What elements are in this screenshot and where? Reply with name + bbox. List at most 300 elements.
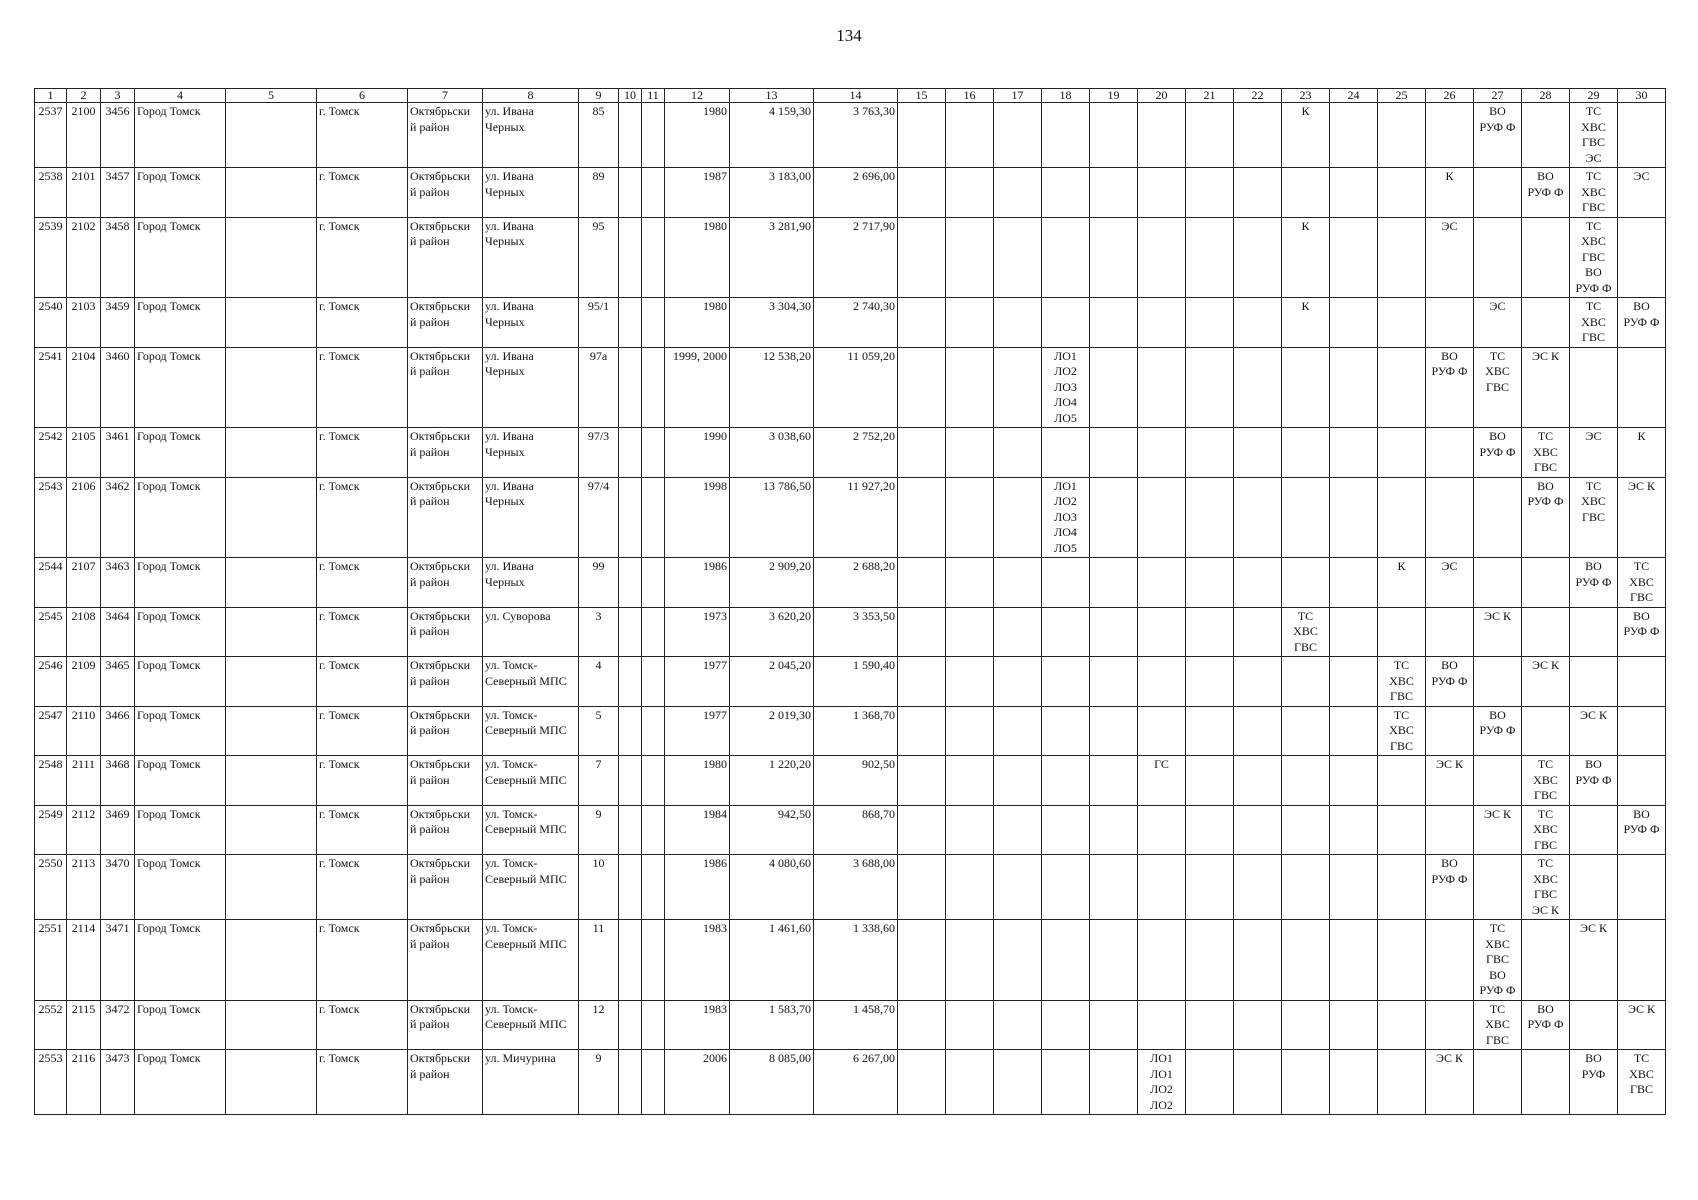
table-row xyxy=(35,168,1666,218)
cell-col-17 xyxy=(994,298,1042,348)
cell-col-30 xyxy=(1618,920,1666,1001)
cell-col-11 xyxy=(642,1000,665,1050)
cell-col-3: 3471 xyxy=(101,920,135,1001)
cell-col-24 xyxy=(1330,706,1378,756)
cell-col-19 xyxy=(1090,103,1138,168)
cell-col-30 xyxy=(1618,756,1666,806)
cell-col-26: К xyxy=(1426,168,1474,218)
cell-col-16 xyxy=(946,657,994,707)
cell-col-11 xyxy=(642,756,665,806)
cell-col-6: г. Томск xyxy=(317,217,408,298)
cell-col-19 xyxy=(1090,1050,1138,1115)
cell-col-30 xyxy=(1618,347,1666,428)
cell-col-9: 7 xyxy=(579,756,619,806)
cell-col-7: Октябрьски й район xyxy=(408,607,483,657)
cell-col-26 xyxy=(1426,920,1474,1001)
cell-col-26: ЭС xyxy=(1426,217,1474,298)
cell-col-12: 1998 xyxy=(665,477,730,558)
cell-col-7: Октябрьски й район xyxy=(408,855,483,920)
cell-col-28: ВО РУФ Ф xyxy=(1522,168,1570,218)
cell-col-15 xyxy=(898,558,946,608)
cell-col-22 xyxy=(1234,920,1282,1001)
cell-col-8: ул. Мичурина xyxy=(483,1050,579,1115)
cell-col-25: ТС ХВС ГВС xyxy=(1378,706,1426,756)
cell-col-1: 2549 xyxy=(35,805,67,855)
cell-col-16 xyxy=(946,298,994,348)
table-row xyxy=(35,1050,1666,1115)
cell-col-22 xyxy=(1234,1050,1282,1115)
cell-col-12: 1980 xyxy=(665,298,730,348)
cell-col-22 xyxy=(1234,706,1282,756)
cell-col-9: 12 xyxy=(579,1000,619,1050)
cell-col-15 xyxy=(898,217,946,298)
cell-col-30: К xyxy=(1618,428,1666,478)
cell-col-24 xyxy=(1330,298,1378,348)
column-header-16: 16 xyxy=(946,89,994,103)
cell-col-19 xyxy=(1090,1000,1138,1050)
cell-col-5 xyxy=(226,920,317,1001)
cell-col-19 xyxy=(1090,920,1138,1001)
cell-col-23 xyxy=(1282,920,1330,1001)
cell-col-21 xyxy=(1186,477,1234,558)
cell-col-21 xyxy=(1186,607,1234,657)
cell-col-3: 3465 xyxy=(101,657,135,707)
cell-col-27 xyxy=(1474,477,1522,558)
column-header-24: 24 xyxy=(1330,89,1378,103)
cell-col-5 xyxy=(226,477,317,558)
cell-col-11 xyxy=(642,920,665,1001)
cell-col-8: ул. Ивана Черных xyxy=(483,477,579,558)
cell-col-24 xyxy=(1330,103,1378,168)
cell-col-16 xyxy=(946,103,994,168)
cell-col-17 xyxy=(994,920,1042,1001)
cell-col-14: 3 353,50 xyxy=(814,607,898,657)
cell-col-17 xyxy=(994,347,1042,428)
cell-col-15 xyxy=(898,477,946,558)
cell-col-14: 11 059,20 xyxy=(814,347,898,428)
cell-col-20 xyxy=(1138,103,1186,168)
cell-col-9: 89 xyxy=(579,168,619,218)
cell-col-6: г. Томск xyxy=(317,706,408,756)
cell-col-11 xyxy=(642,706,665,756)
table-row xyxy=(35,558,1666,608)
cell-col-10 xyxy=(619,756,642,806)
cell-col-8: ул. Ивана Черных xyxy=(483,168,579,218)
cell-col-19 xyxy=(1090,558,1138,608)
cell-col-9: 97а xyxy=(579,347,619,428)
cell-col-24 xyxy=(1330,347,1378,428)
cell-col-13: 2 019,30 xyxy=(730,706,814,756)
cell-col-12: 1977 xyxy=(665,657,730,707)
cell-col-7: Октябрьски й район xyxy=(408,428,483,478)
table-row xyxy=(35,477,1666,558)
cell-col-20 xyxy=(1138,706,1186,756)
cell-col-29: ЭС К xyxy=(1570,706,1618,756)
column-header-18: 18 xyxy=(1042,89,1090,103)
cell-col-2: 2116 xyxy=(67,1050,101,1115)
cell-col-5 xyxy=(226,428,317,478)
cell-col-15 xyxy=(898,657,946,707)
cell-col-29 xyxy=(1570,805,1618,855)
cell-col-15 xyxy=(898,103,946,168)
cell-col-23 xyxy=(1282,657,1330,707)
cell-col-9: 10 xyxy=(579,855,619,920)
cell-col-23 xyxy=(1282,1050,1330,1115)
column-header-28: 28 xyxy=(1522,89,1570,103)
cell-col-28 xyxy=(1522,103,1570,168)
cell-col-20 xyxy=(1138,657,1186,707)
cell-col-4: Город Томск xyxy=(135,217,226,298)
cell-col-28 xyxy=(1522,706,1570,756)
cell-col-21 xyxy=(1186,706,1234,756)
cell-col-11 xyxy=(642,168,665,218)
cell-col-23 xyxy=(1282,347,1330,428)
cell-col-8: ул. Суворова xyxy=(483,607,579,657)
cell-col-27 xyxy=(1474,657,1522,707)
cell-col-2: 2100 xyxy=(67,103,101,168)
cell-col-10 xyxy=(619,347,642,428)
cell-col-20 xyxy=(1138,428,1186,478)
cell-col-14: 6 267,00 xyxy=(814,1050,898,1115)
cell-col-10 xyxy=(619,607,642,657)
cell-col-19 xyxy=(1090,706,1138,756)
cell-col-25 xyxy=(1378,428,1426,478)
cell-col-16 xyxy=(946,1050,994,1115)
cell-col-11 xyxy=(642,558,665,608)
column-header-6: 6 xyxy=(317,89,408,103)
column-header-3: 3 xyxy=(101,89,135,103)
cell-col-25 xyxy=(1378,103,1426,168)
cell-col-7: Октябрьски й район xyxy=(408,657,483,707)
cell-col-27: ТС ХВС ГВС xyxy=(1474,1000,1522,1050)
cell-col-4: Город Томск xyxy=(135,1000,226,1050)
cell-col-1: 2548 xyxy=(35,756,67,806)
cell-col-10 xyxy=(619,855,642,920)
cell-col-3: 3473 xyxy=(101,1050,135,1115)
cell-col-5 xyxy=(226,1050,317,1115)
table-row xyxy=(35,347,1666,428)
cell-col-3: 3466 xyxy=(101,706,135,756)
cell-col-28: ЭС К xyxy=(1522,347,1570,428)
cell-col-3: 3458 xyxy=(101,217,135,298)
cell-col-11 xyxy=(642,428,665,478)
cell-col-3: 3462 xyxy=(101,477,135,558)
cell-col-1: 2544 xyxy=(35,558,67,608)
cell-col-29: ВО РУФ Ф xyxy=(1570,558,1618,608)
cell-col-23 xyxy=(1282,168,1330,218)
cell-col-11 xyxy=(642,1050,665,1115)
cell-col-23 xyxy=(1282,1000,1330,1050)
cell-col-20 xyxy=(1138,920,1186,1001)
cell-col-10 xyxy=(619,168,642,218)
cell-col-29 xyxy=(1570,657,1618,707)
cell-col-22 xyxy=(1234,298,1282,348)
cell-col-2: 2104 xyxy=(67,347,101,428)
cell-col-5 xyxy=(226,558,317,608)
cell-col-27 xyxy=(1474,756,1522,806)
cell-col-30: ЭС К xyxy=(1618,1000,1666,1050)
cell-col-14: 2 752,20 xyxy=(814,428,898,478)
cell-col-27: ВО РУФ Ф xyxy=(1474,103,1522,168)
cell-col-6: г. Томск xyxy=(317,855,408,920)
cell-col-23: К xyxy=(1282,298,1330,348)
cell-col-14: 3 688,00 xyxy=(814,855,898,920)
cell-col-15 xyxy=(898,706,946,756)
cell-col-9: 3 xyxy=(579,607,619,657)
cell-col-4: Город Томск xyxy=(135,805,226,855)
cell-col-19 xyxy=(1090,477,1138,558)
cell-col-13: 12 538,20 xyxy=(730,347,814,428)
cell-col-30 xyxy=(1618,855,1666,920)
cell-col-2: 2111 xyxy=(67,756,101,806)
table-row xyxy=(35,920,1666,1001)
cell-col-18 xyxy=(1042,756,1090,806)
cell-col-11 xyxy=(642,607,665,657)
cell-col-1: 2553 xyxy=(35,1050,67,1115)
cell-col-29 xyxy=(1570,1000,1618,1050)
cell-col-2: 2115 xyxy=(67,1000,101,1050)
table-row xyxy=(35,298,1666,348)
cell-col-1: 2546 xyxy=(35,657,67,707)
cell-col-26 xyxy=(1426,298,1474,348)
cell-col-3: 3461 xyxy=(101,428,135,478)
cell-col-13: 4 080,60 xyxy=(730,855,814,920)
cell-col-2: 2105 xyxy=(67,428,101,478)
cell-col-26 xyxy=(1426,103,1474,168)
cell-col-3: 3463 xyxy=(101,558,135,608)
cell-col-9: 85 xyxy=(579,103,619,168)
cell-col-23 xyxy=(1282,558,1330,608)
cell-col-29: ЭС К xyxy=(1570,920,1618,1001)
cell-col-9: 99 xyxy=(579,558,619,608)
cell-col-17 xyxy=(994,477,1042,558)
cell-col-16 xyxy=(946,805,994,855)
cell-col-22 xyxy=(1234,168,1282,218)
cell-col-17 xyxy=(994,103,1042,168)
cell-col-15 xyxy=(898,1000,946,1050)
cell-col-13: 8 085,00 xyxy=(730,1050,814,1115)
cell-col-30: ЭС К xyxy=(1618,477,1666,558)
cell-col-30 xyxy=(1618,103,1666,168)
table-row xyxy=(35,217,1666,298)
cell-col-18 xyxy=(1042,558,1090,608)
cell-col-14: 11 927,20 xyxy=(814,477,898,558)
column-header-14: 14 xyxy=(814,89,898,103)
cell-col-30 xyxy=(1618,217,1666,298)
cell-col-28 xyxy=(1522,558,1570,608)
cell-col-26: ЭС К xyxy=(1426,1050,1474,1115)
cell-col-10 xyxy=(619,428,642,478)
cell-col-7: Октябрьски й район xyxy=(408,298,483,348)
table-row xyxy=(35,805,1666,855)
column-header-12: 12 xyxy=(665,89,730,103)
cell-col-8: ул. Томск- Северный МПС xyxy=(483,805,579,855)
cell-col-17 xyxy=(994,855,1042,920)
cell-col-11 xyxy=(642,657,665,707)
cell-col-12: 1986 xyxy=(665,558,730,608)
cell-col-20: ГС xyxy=(1138,756,1186,806)
cell-col-4: Город Томск xyxy=(135,657,226,707)
cell-col-18 xyxy=(1042,298,1090,348)
cell-col-28: ВО РУФ Ф xyxy=(1522,477,1570,558)
cell-col-3: 3464 xyxy=(101,607,135,657)
cell-col-2: 2112 xyxy=(67,805,101,855)
cell-col-23 xyxy=(1282,805,1330,855)
table-body xyxy=(35,103,1666,1115)
cell-col-9: 95 xyxy=(579,217,619,298)
cell-col-9: 9 xyxy=(579,1050,619,1115)
cell-col-22 xyxy=(1234,607,1282,657)
cell-col-7: Октябрьски й район xyxy=(408,558,483,608)
table-row xyxy=(35,756,1666,806)
cell-col-22 xyxy=(1234,477,1282,558)
cell-col-2: 2108 xyxy=(67,607,101,657)
cell-col-1: 2547 xyxy=(35,706,67,756)
cell-col-16 xyxy=(946,855,994,920)
cell-col-21 xyxy=(1186,298,1234,348)
cell-col-5 xyxy=(226,347,317,428)
cell-col-8: ул. Томск- Северный МПС xyxy=(483,1000,579,1050)
cell-col-21 xyxy=(1186,920,1234,1001)
cell-col-4: Город Томск xyxy=(135,298,226,348)
cell-col-7: Октябрьски й район xyxy=(408,1050,483,1115)
cell-col-12: 1990 xyxy=(665,428,730,478)
table-row xyxy=(35,607,1666,657)
cell-col-11 xyxy=(642,217,665,298)
cell-col-3: 3469 xyxy=(101,805,135,855)
cell-col-4: Город Томск xyxy=(135,477,226,558)
cell-col-5 xyxy=(226,657,317,707)
cell-col-23 xyxy=(1282,477,1330,558)
cell-col-10 xyxy=(619,1050,642,1115)
cell-col-18 xyxy=(1042,168,1090,218)
cell-col-27: ЭС К xyxy=(1474,607,1522,657)
cell-col-28 xyxy=(1522,298,1570,348)
column-header-27: 27 xyxy=(1474,89,1522,103)
cell-col-9: 97/4 xyxy=(579,477,619,558)
cell-col-24 xyxy=(1330,805,1378,855)
cell-col-24 xyxy=(1330,657,1378,707)
cell-col-11 xyxy=(642,347,665,428)
cell-col-9: 4 xyxy=(579,657,619,707)
cell-col-14: 868,70 xyxy=(814,805,898,855)
cell-col-25 xyxy=(1378,756,1426,806)
cell-col-16 xyxy=(946,428,994,478)
cell-col-17 xyxy=(994,805,1042,855)
cell-col-29: ТС ХВС ГВС ВО РУФ Ф xyxy=(1570,217,1618,298)
cell-col-24 xyxy=(1330,217,1378,298)
cell-col-22 xyxy=(1234,103,1282,168)
cell-col-14: 1 590,40 xyxy=(814,657,898,707)
cell-col-19 xyxy=(1090,428,1138,478)
cell-col-4: Город Томск xyxy=(135,756,226,806)
cell-col-8: ул. Ивана Черных xyxy=(483,428,579,478)
cell-col-4: Город Томск xyxy=(135,607,226,657)
cell-col-26: ЭС К xyxy=(1426,756,1474,806)
cell-col-17 xyxy=(994,607,1042,657)
cell-col-4: Город Томск xyxy=(135,168,226,218)
cell-col-15 xyxy=(898,1050,946,1115)
cell-col-21 xyxy=(1186,168,1234,218)
cell-col-24 xyxy=(1330,477,1378,558)
column-header-25: 25 xyxy=(1378,89,1426,103)
cell-col-25 xyxy=(1378,347,1426,428)
cell-col-7: Октябрьски й район xyxy=(408,347,483,428)
cell-col-16 xyxy=(946,558,994,608)
cell-col-30: ВО РУФ Ф xyxy=(1618,607,1666,657)
cell-col-2: 2110 xyxy=(67,706,101,756)
cell-col-12: 1980 xyxy=(665,103,730,168)
cell-col-20 xyxy=(1138,558,1186,608)
cell-col-30 xyxy=(1618,657,1666,707)
cell-col-6: г. Томск xyxy=(317,477,408,558)
cell-col-28: ТС ХВС ГВС xyxy=(1522,428,1570,478)
cell-col-15 xyxy=(898,428,946,478)
cell-col-17 xyxy=(994,558,1042,608)
cell-col-3: 3472 xyxy=(101,1000,135,1050)
cell-col-8: ул. Ивана Черных xyxy=(483,298,579,348)
cell-col-15 xyxy=(898,168,946,218)
cell-col-21 xyxy=(1186,103,1234,168)
cell-col-21 xyxy=(1186,1000,1234,1050)
column-header-5: 5 xyxy=(226,89,317,103)
column-header-21: 21 xyxy=(1186,89,1234,103)
cell-col-18 xyxy=(1042,607,1090,657)
cell-col-25 xyxy=(1378,217,1426,298)
cell-col-18 xyxy=(1042,1050,1090,1115)
column-header-13: 13 xyxy=(730,89,814,103)
cell-col-25 xyxy=(1378,298,1426,348)
cell-col-14: 2 688,20 xyxy=(814,558,898,608)
cell-col-6: г. Томск xyxy=(317,607,408,657)
table-row xyxy=(35,428,1666,478)
cell-col-18 xyxy=(1042,657,1090,707)
cell-col-28 xyxy=(1522,217,1570,298)
cell-col-25 xyxy=(1378,1000,1426,1050)
cell-col-26 xyxy=(1426,805,1474,855)
cell-col-15 xyxy=(898,855,946,920)
cell-col-13: 3 281,90 xyxy=(730,217,814,298)
cell-col-17 xyxy=(994,217,1042,298)
cell-col-5 xyxy=(226,103,317,168)
cell-col-30: ЭС xyxy=(1618,168,1666,218)
cell-col-15 xyxy=(898,298,946,348)
cell-col-8: ул. Томск- Северный МПС xyxy=(483,657,579,707)
cell-col-14: 1 338,60 xyxy=(814,920,898,1001)
cell-col-5 xyxy=(226,607,317,657)
cell-col-28: ТС ХВС ГВС ЭС К xyxy=(1522,855,1570,920)
cell-col-13: 2 909,20 xyxy=(730,558,814,608)
cell-col-28 xyxy=(1522,607,1570,657)
cell-col-13: 1 583,70 xyxy=(730,1000,814,1050)
cell-col-3: 3459 xyxy=(101,298,135,348)
cell-col-24 xyxy=(1330,1000,1378,1050)
cell-col-28 xyxy=(1522,920,1570,1001)
cell-col-24 xyxy=(1330,855,1378,920)
cell-col-7: Октябрьски й район xyxy=(408,805,483,855)
cell-col-25: ТС ХВС ГВС xyxy=(1378,657,1426,707)
cell-col-6: г. Томск xyxy=(317,347,408,428)
cell-col-16 xyxy=(946,607,994,657)
cell-col-23 xyxy=(1282,756,1330,806)
cell-col-19 xyxy=(1090,607,1138,657)
cell-col-29: ВО РУФ Ф xyxy=(1570,756,1618,806)
cell-col-22 xyxy=(1234,1000,1282,1050)
cell-col-12: 1986 xyxy=(665,855,730,920)
cell-col-25 xyxy=(1378,477,1426,558)
cell-col-26 xyxy=(1426,607,1474,657)
cell-col-17 xyxy=(994,1050,1042,1115)
